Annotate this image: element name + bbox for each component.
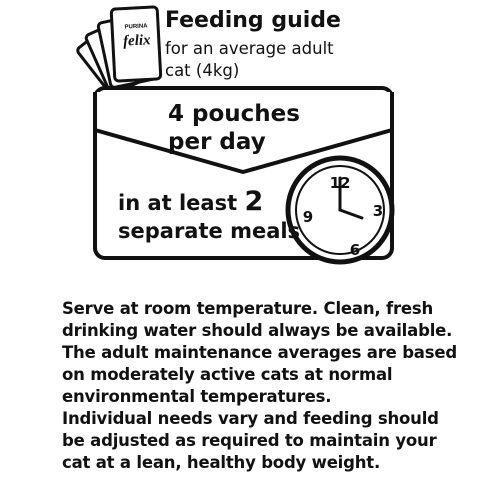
daily-amount	[168, 100, 300, 156]
daily-amount-period: per day	[168, 129, 266, 155]
svg-text:felix: felix	[122, 32, 151, 50]
pouch-stack-icon	[76, 7, 161, 97]
clock-icon	[288, 158, 392, 262]
daily-amount-unit: pouches	[192, 101, 300, 127]
meal-count	[118, 188, 300, 245]
meal-count-number: 2	[244, 186, 264, 217]
clock-number-12: 12	[329, 174, 351, 192]
feeding-instructions	[62, 298, 462, 474]
instruction-averages: The adult maintenance averages are based on moderately active cats at normal environmental temperatures.	[62, 343, 457, 406]
instruction-needs: Individual needs vary and feeding should be adjusted as required to maintain your cat at a lean, healthy body weight.	[62, 409, 439, 472]
felix-logo	[122, 23, 151, 49]
clock-number-9: 9	[302, 208, 314, 226]
clock-number-3: 3	[372, 202, 384, 220]
clock-number-6: 6	[349, 241, 361, 259]
instruction-serve: Serve at room temperature. Clean, fresh drinking water should always be available.	[62, 299, 453, 340]
meal-count-prefix: in at least	[118, 191, 238, 215]
guide-title: Feeding guide	[165, 8, 341, 33]
svg-text:PURINA: PURINA	[124, 23, 148, 31]
daily-amount-line	[168, 100, 300, 128]
meal-count-line	[118, 188, 300, 217]
daily-amount-number: 4	[168, 101, 185, 127]
guide-subtitle: for an average adult cat (4kg)	[165, 39, 334, 80]
meal-count-suffix: separate meals	[118, 219, 301, 243]
